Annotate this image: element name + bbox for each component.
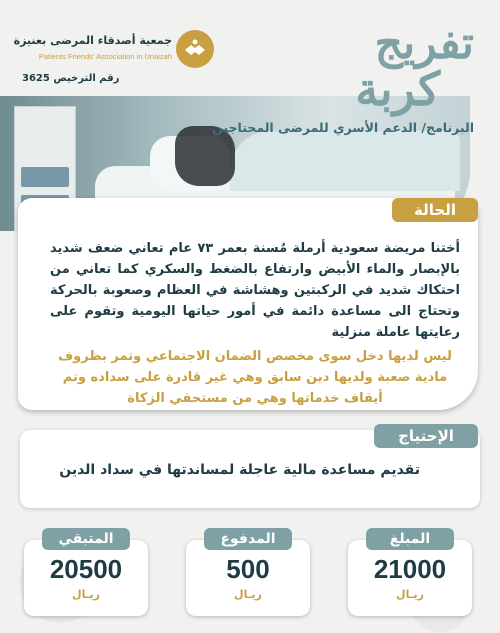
amount-currency-total: ريـال (396, 588, 424, 601)
cabinet-drawer (21, 167, 69, 187)
program-label: البرنامج/ الدعم الأسري للمرضى المحتاجين (212, 120, 474, 135)
handshake-icon (176, 30, 214, 68)
amount-label-total: المبلغ (366, 528, 454, 550)
title-line-1: تفريج (374, 18, 474, 69)
need-label: الإحتياج (374, 424, 478, 448)
amount-label-paid: المدفوع (204, 528, 292, 550)
amount-label-remaining: المتبقي (42, 528, 130, 550)
license-label: رقم الترخيص (53, 73, 120, 84)
org-name-arabic: جمعية أصدقاء المرضى بعنيزة (13, 34, 172, 47)
need-text: تقديم مساعدة مالية عاجلة لمساندتها في سداد الدين (59, 462, 420, 478)
title-line-2: كربة (355, 62, 440, 116)
license-info (22, 73, 119, 84)
license-number: 3625 (22, 73, 50, 84)
patient-figure (175, 126, 235, 186)
case-description: أختنا مريضة سعودية أرملة مُسنة بعمر ٧٣ عام تعاني ضعف شديد بالإبصار والماء الأبيض وارتفاع بالضغط والسكري كما تعاني من احتكاك شديد في الركبتين وهشاشة في العظام وصعوبة بالحركة وتحتاج الى مساعدة دائمة في أمور حياتها اليومية وتقوم على رعايتها عاملة منزلية (50, 241, 460, 340)
amount-value-total: 21000 (373, 554, 447, 584)
case-financial-status: ليس لديها دخل سوى مخصص الضمان الاجتماعي وتمر بظروف مادية صعبة ولديها دين سابق وهي غير قادرة على سداده وتم أيقاف خدماتها وهي من مستحقي الزكاة (58, 349, 452, 406)
amount-currency-paid: ريـال (234, 588, 262, 601)
amount-value-paid: 500 (226, 554, 270, 584)
amount-value-remaining: 20500 (49, 554, 123, 584)
blanket (230, 131, 460, 191)
org-name-english: Patients Friends' Association in Unaizah (38, 52, 172, 61)
header (0, 0, 500, 150)
amount-currency-remaining: ريـال (72, 588, 100, 601)
case-label: الحالة (392, 198, 478, 222)
